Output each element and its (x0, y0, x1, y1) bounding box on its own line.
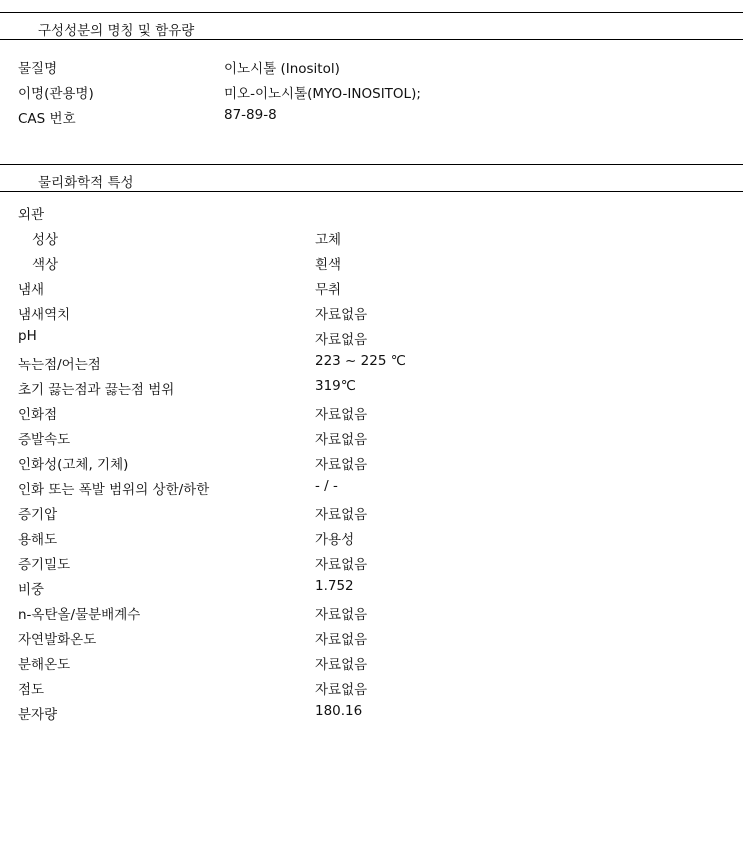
property-row-evaporation-rate (0, 428, 743, 453)
property-row-odor-threshold (0, 303, 743, 328)
row-label: 녹는점/어는점 (18, 357, 101, 373)
row-label: 용해도 (18, 532, 58, 548)
row-value: 1.752 (315, 578, 354, 594)
property-row-specific-gravity (0, 578, 743, 603)
row-label: pH (18, 328, 37, 344)
row-value: 자료없음 (315, 457, 368, 473)
row-label: n-옥탄올/물분배계수 (18, 607, 141, 623)
row-value: 자료없음 (315, 507, 368, 523)
row-label: 외관 (18, 207, 45, 223)
section2-title: 물리화학적 특성 (38, 175, 134, 191)
section2-bottom-rule (0, 191, 743, 192)
row-label: 증기밀도 (18, 557, 71, 573)
property-row-odor (0, 278, 743, 303)
property-row-explosive-limits (0, 478, 743, 503)
row-label: 증기압 (18, 507, 58, 523)
row-value: 자료없음 (315, 432, 368, 448)
row-value: 180.16 (315, 703, 363, 719)
row-value: 고체 (315, 232, 342, 248)
row-value: 자료없음 (315, 332, 368, 348)
composition-row-synonym (0, 82, 743, 107)
row-label: 인화 또는 폭발 범위의 상한/하한 (18, 482, 210, 498)
row-label: 인화점 (18, 407, 58, 423)
property-row-boiling-point (0, 378, 743, 403)
property-row-decomposition-temp (0, 653, 743, 678)
row-label: 색상 (32, 257, 59, 273)
row-value: 미오-이노시톨(MYO-INOSITOL); (224, 86, 421, 102)
row-value: 자료없음 (315, 632, 368, 648)
property-row-molecular-weight (0, 703, 743, 728)
property-row-melting-point (0, 353, 743, 378)
row-value: 223 ~ 225 ℃ (315, 353, 406, 369)
row-value: 자료없음 (315, 682, 368, 698)
row-value: 무취 (315, 282, 342, 298)
property-row-color (0, 253, 743, 278)
property-row-viscosity (0, 678, 743, 703)
row-label: 증발속도 (18, 432, 71, 448)
row-label: 물질명 (18, 61, 58, 77)
row-value: 자료없음 (315, 407, 368, 423)
property-row-autoignition-temp (0, 628, 743, 653)
row-value: - / - (315, 478, 338, 494)
property-row-vapor-pressure (0, 503, 743, 528)
row-label: 분해온도 (18, 657, 71, 673)
row-label: 냄새 (18, 282, 45, 298)
row-value: 가용성 (315, 532, 355, 548)
property-row-appearance (0, 203, 743, 228)
property-row-flammability (0, 453, 743, 478)
row-label: 냄새역치 (18, 307, 71, 323)
composition-row-cas (0, 107, 743, 132)
row-label: 초기 끓는점과 끓는점 범위 (18, 382, 175, 398)
property-row-ph (0, 328, 743, 353)
row-value: 87-89-8 (224, 107, 277, 123)
row-value: 자료없음 (315, 307, 368, 323)
row-value: 319℃ (315, 378, 356, 394)
row-label: 분자량 (18, 707, 58, 723)
property-row-vapor-density (0, 553, 743, 578)
composition-row-substance (0, 57, 743, 82)
row-value: 자료없음 (315, 607, 368, 623)
section1-top-rule (0, 12, 743, 13)
row-label: 인화성(고체, 기체) (18, 457, 129, 473)
section1-bottom-rule (0, 39, 743, 40)
section2-top-rule (0, 164, 743, 165)
row-value: 자료없음 (315, 657, 368, 673)
row-label: CAS 번호 (18, 111, 76, 127)
row-value: 이노시톨 (Inositol) (224, 61, 340, 77)
row-value: 자료없음 (315, 557, 368, 573)
section1-title: 구성성분의 명칭 및 함유량 (38, 23, 195, 39)
property-row-partition-coefficient (0, 603, 743, 628)
row-label: 점도 (18, 682, 45, 698)
row-label: 자연발화온도 (18, 632, 97, 648)
row-label: 이명(관용명) (18, 86, 94, 102)
property-row-flash-point (0, 403, 743, 428)
property-row-form (0, 228, 743, 253)
row-label: 성상 (32, 232, 59, 248)
property-row-solubility (0, 528, 743, 553)
row-label: 비중 (18, 582, 45, 598)
row-value: 흰색 (315, 257, 342, 273)
